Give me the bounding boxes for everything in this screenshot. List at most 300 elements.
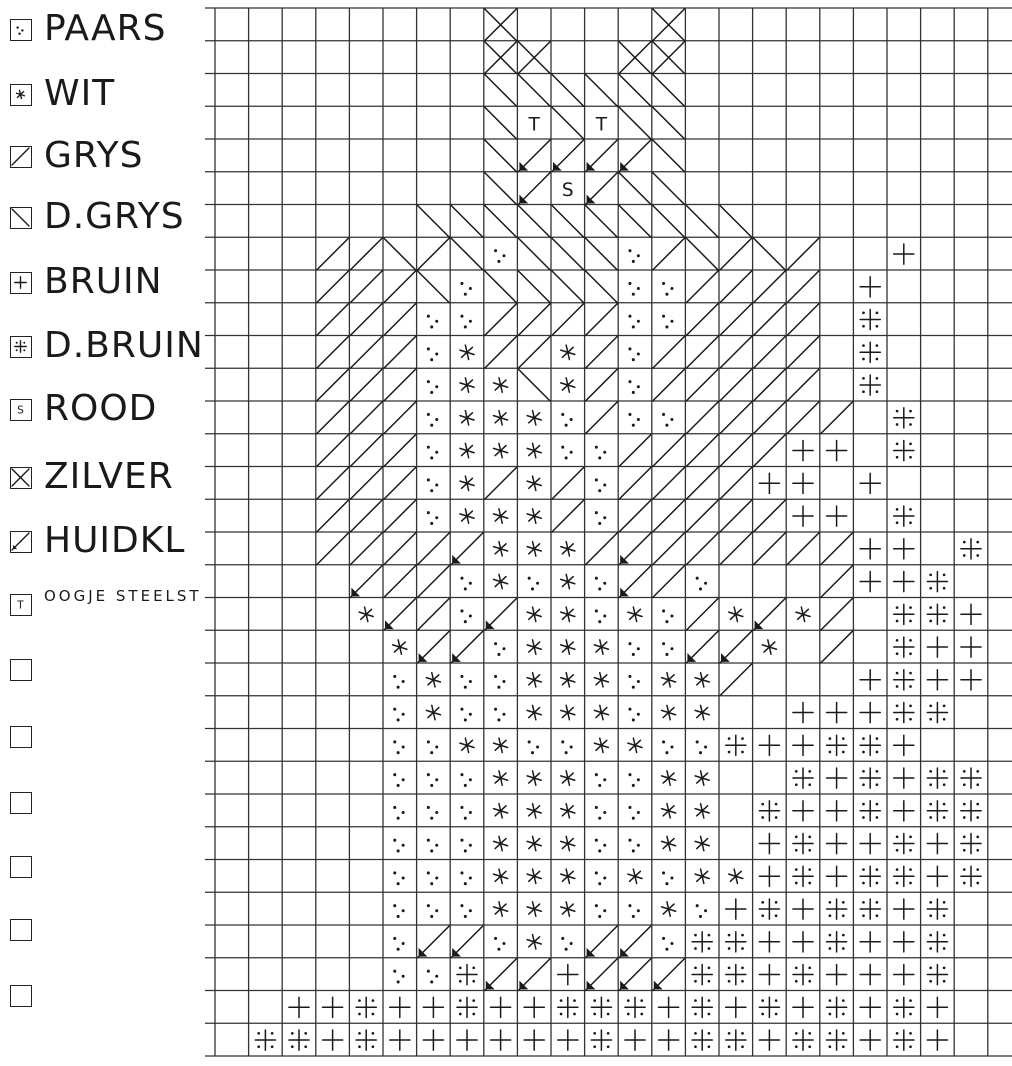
pattern-cell	[793, 997, 813, 1017]
pattern-cell	[591, 997, 611, 1017]
pattern-cell	[686, 468, 718, 500]
pattern-cell	[894, 866, 914, 886]
pattern-cell	[350, 500, 382, 532]
pattern-cell	[686, 238, 718, 270]
pattern-cell	[619, 206, 651, 238]
pattern-cell	[860, 997, 880, 1017]
pattern-cell	[754, 402, 786, 434]
pattern-cell	[561, 673, 575, 687]
pattern-cell	[754, 369, 786, 401]
pattern-cell	[317, 238, 349, 270]
pattern-cell	[860, 768, 880, 788]
pattern-cell	[787, 304, 819, 336]
pattern-cell	[793, 1030, 813, 1050]
pattern-cell	[485, 42, 517, 74]
pattern-cell	[494, 574, 508, 588]
pattern-cell	[552, 468, 584, 500]
pattern-cell	[662, 609, 673, 623]
pattern-cell	[628, 607, 642, 621]
pattern-cell	[527, 902, 541, 916]
legend-label: GRYS	[44, 135, 144, 176]
pattern-cell	[457, 997, 477, 1017]
pattern-cell	[860, 309, 880, 329]
pattern-cell	[317, 468, 349, 500]
pattern-cell	[628, 380, 639, 394]
pattern-cell	[418, 271, 450, 303]
pattern-cell	[491, 1030, 511, 1050]
pattern-cell	[393, 806, 404, 820]
pattern-cell	[561, 574, 575, 588]
pattern-cell	[662, 315, 673, 329]
pattern-cell	[427, 904, 438, 918]
pattern-cell	[518, 173, 550, 205]
pattern-cell	[485, 107, 517, 139]
pattern-cell	[894, 702, 914, 722]
legend-label: ZILVER	[44, 456, 174, 497]
pattern-cell	[427, 740, 438, 754]
pattern-cell	[961, 539, 981, 559]
pattern-cell	[595, 511, 606, 525]
pattern-cell	[720, 402, 752, 434]
pattern-cell	[628, 282, 639, 296]
pattern-cell	[686, 631, 718, 663]
pattern-cell	[927, 670, 947, 690]
pattern-cell	[384, 468, 416, 500]
pattern-cell	[653, 173, 685, 205]
svg-text:S: S	[17, 404, 24, 417]
pattern-cell	[894, 801, 914, 821]
pattern-cell	[686, 304, 718, 336]
pattern-cell	[696, 740, 707, 754]
pattern-cell	[628, 249, 639, 263]
pattern-cell	[653, 435, 685, 467]
pattern-cell	[619, 107, 651, 139]
pattern-cell	[427, 806, 438, 820]
pattern-cell	[961, 866, 981, 886]
pattern-cell	[894, 637, 914, 657]
pattern-cell	[894, 244, 914, 264]
svg-text:T: T	[17, 599, 24, 612]
legend-label: HUIDKL	[44, 520, 186, 561]
pattern-cell	[628, 904, 639, 918]
pattern-cell	[552, 140, 584, 172]
pattern-cell	[561, 771, 575, 785]
pattern-cell	[527, 443, 541, 457]
pattern-cell	[653, 140, 685, 172]
pattern-cell	[561, 345, 575, 359]
pattern-cell	[485, 75, 517, 107]
pattern-cell	[561, 705, 575, 719]
pattern-cell	[662, 705, 676, 719]
pattern-cell	[762, 640, 776, 654]
pattern-cell	[594, 738, 608, 752]
legend-label: BRUIN	[44, 261, 163, 302]
pattern-cell	[628, 675, 639, 689]
pattern-cell	[594, 640, 608, 654]
pattern-cell	[350, 566, 382, 598]
pattern-cell	[653, 206, 685, 238]
pattern-cell	[451, 238, 483, 270]
pattern-cell	[927, 1030, 947, 1050]
pattern-cell	[460, 675, 471, 689]
pattern-cell	[317, 369, 349, 401]
pattern-cell	[494, 642, 505, 656]
pattern-cell	[726, 997, 746, 1017]
pattern-cell	[393, 773, 404, 787]
pattern-cell	[350, 337, 382, 369]
pattern-cell	[754, 304, 786, 336]
pattern-cell	[720, 304, 752, 336]
pattern-cell	[561, 869, 575, 883]
pattern-cell	[720, 664, 752, 696]
pattern-cell	[460, 806, 471, 820]
pattern-cell	[586, 173, 618, 205]
pattern-cell	[894, 604, 914, 624]
pattern-cell	[323, 997, 343, 1017]
pattern-cell	[827, 866, 847, 886]
pattern-cell	[494, 509, 508, 523]
pattern-cell	[485, 140, 517, 172]
pattern-cell	[586, 75, 618, 107]
pattern-cell	[860, 866, 880, 886]
pattern-cell	[720, 435, 752, 467]
pattern-cell	[793, 473, 813, 493]
pattern-cell	[720, 468, 752, 500]
pattern-cell	[662, 871, 673, 885]
legend-label: D.BRUIN	[44, 325, 204, 366]
pattern-cell	[796, 607, 810, 621]
pattern-cell	[720, 238, 752, 270]
pattern-cell	[821, 599, 853, 631]
pattern-cell	[427, 446, 438, 460]
pattern-cell	[494, 869, 508, 883]
pattern-cell	[759, 932, 779, 952]
pattern-cell	[619, 75, 651, 107]
pattern-cell	[695, 673, 709, 687]
pattern-cell	[827, 702, 847, 722]
pattern-cell	[418, 566, 450, 598]
pattern-cell	[754, 337, 786, 369]
pattern-cell	[787, 271, 819, 303]
pattern-cell	[860, 735, 880, 755]
pattern-cell	[460, 738, 474, 752]
pattern-cell	[894, 964, 914, 984]
pattern-cell	[460, 773, 471, 787]
pattern-cell	[552, 500, 584, 532]
pattern-cell	[595, 773, 606, 787]
legend-label: WIT	[44, 73, 116, 114]
pattern-cell	[787, 337, 819, 369]
pattern-cell	[485, 959, 517, 991]
pattern-cell	[527, 771, 541, 785]
pattern-cell	[494, 249, 505, 263]
pattern-cell	[426, 673, 440, 687]
pattern-cell	[524, 1030, 544, 1050]
pattern-cell	[686, 435, 718, 467]
pattern-cell	[595, 609, 606, 623]
pattern-cell	[423, 1030, 443, 1050]
pattern-cell	[552, 107, 584, 139]
pattern-cell	[317, 435, 349, 467]
pattern-cell	[653, 468, 685, 500]
pattern-cell	[619, 468, 651, 500]
pattern-cell	[518, 140, 550, 172]
pattern-cell	[619, 533, 651, 565]
pattern-cell	[894, 670, 914, 690]
pattern-cell	[586, 140, 618, 172]
pattern-cell	[384, 566, 416, 598]
pattern-cell	[586, 959, 618, 991]
pattern-cell	[527, 542, 541, 556]
pattern-cell	[793, 702, 813, 722]
pattern-cell	[961, 833, 981, 853]
pattern-cell	[754, 238, 786, 270]
pattern-cell	[686, 599, 718, 631]
pattern-cell	[491, 997, 511, 1017]
pattern-cell	[427, 511, 438, 525]
pattern-cell	[356, 997, 376, 1017]
pattern-cell	[518, 959, 550, 991]
pattern-cell	[619, 926, 651, 958]
pattern-cell	[628, 413, 639, 427]
pattern-cell	[418, 238, 450, 270]
pattern-cell	[759, 735, 779, 755]
pattern-cell	[390, 1030, 410, 1050]
pattern-cell	[653, 238, 685, 270]
pattern-cell	[821, 402, 853, 434]
pattern-cell	[695, 836, 709, 850]
pattern-cell	[494, 378, 508, 392]
pattern-cell	[393, 740, 404, 754]
pattern-cell	[255, 1030, 275, 1050]
pattern-cell	[894, 440, 914, 460]
pattern-cell	[961, 637, 981, 657]
pattern-cell	[662, 673, 676, 687]
pattern-cell	[720, 369, 752, 401]
pattern-cell	[720, 631, 752, 663]
pattern-cell	[317, 337, 349, 369]
pattern-cell	[628, 347, 639, 361]
pattern-cell	[418, 631, 450, 663]
pattern-cell	[586, 206, 618, 238]
pattern-cell	[384, 238, 416, 270]
pattern-cell	[860, 899, 880, 919]
pattern-cell	[528, 740, 539, 754]
pattern-cell	[860, 473, 880, 493]
pattern-cell	[595, 577, 606, 591]
pattern-cell	[518, 42, 550, 74]
pattern-cell	[350, 533, 382, 565]
pattern-cell	[460, 378, 474, 392]
pattern-cell	[527, 411, 541, 425]
pattern-cell	[451, 206, 483, 238]
pattern-cell	[726, 735, 746, 755]
pattern-cell	[561, 836, 575, 850]
pattern-cell	[494, 708, 505, 722]
pattern-cell	[927, 899, 947, 919]
pattern-cell	[350, 304, 382, 336]
pattern-cell	[289, 1030, 309, 1050]
pattern-cell	[793, 932, 813, 952]
pattern-cell	[720, 337, 752, 369]
pattern-cell	[384, 271, 416, 303]
pattern-cell	[860, 833, 880, 853]
pattern-cell	[558, 964, 578, 984]
pattern-cell	[427, 839, 438, 853]
pattern-cell	[628, 806, 639, 820]
pattern-cell	[662, 642, 673, 656]
pattern-cell	[317, 271, 349, 303]
pattern-cell	[457, 964, 477, 984]
pattern-cell	[961, 604, 981, 624]
pattern-cell	[619, 500, 651, 532]
pattern-cell	[628, 315, 639, 329]
pattern-cell	[527, 509, 541, 523]
pattern-cell	[827, 932, 847, 952]
pattern-cell	[460, 839, 471, 853]
pattern-cell	[793, 506, 813, 526]
pattern-cell	[793, 899, 813, 919]
pattern-cell	[594, 673, 608, 687]
pattern-cell	[494, 675, 505, 689]
pattern-cell	[418, 533, 450, 565]
pattern-cell	[427, 773, 438, 787]
pattern-cell	[494, 937, 505, 951]
legend-label: ROOD	[44, 388, 158, 429]
pattern-cell	[619, 173, 651, 205]
svg-text:T: T	[595, 114, 608, 136]
pattern-cell	[485, 337, 517, 369]
pattern-cell	[460, 443, 474, 457]
pattern-cell	[793, 833, 813, 853]
pattern-cell	[384, 500, 416, 532]
pattern-cell	[552, 206, 584, 238]
pattern-cell	[426, 705, 440, 719]
pattern-cell	[619, 566, 651, 598]
pattern-cell	[591, 1030, 611, 1050]
pattern-cell	[653, 9, 685, 41]
pattern-cell	[628, 869, 642, 883]
pattern-cell	[894, 571, 914, 591]
pattern-cell	[793, 768, 813, 788]
pattern-cell	[595, 114, 608, 135]
pattern-cell	[686, 206, 718, 238]
pattern-cell	[561, 446, 572, 460]
pattern-cell	[793, 440, 813, 460]
pattern-cell	[860, 375, 880, 395]
pattern-cell	[527, 640, 541, 654]
pattern-cell	[586, 304, 618, 336]
pattern-cell	[457, 1030, 477, 1050]
pattern-cell	[485, 468, 517, 500]
pattern-cell	[787, 402, 819, 434]
pattern-cell	[528, 577, 539, 591]
pattern-cell	[561, 937, 572, 951]
pattern-cell	[393, 904, 404, 918]
svg-text:T: T	[528, 114, 540, 136]
pattern-cell	[350, 435, 382, 467]
pattern-cell	[653, 959, 685, 991]
pattern-cell	[350, 402, 382, 434]
pattern-cell	[418, 206, 450, 238]
pattern-cell	[317, 500, 349, 532]
pattern-cell	[561, 902, 575, 916]
pattern-cell	[628, 839, 639, 853]
pattern-cell	[860, 702, 880, 722]
pattern-cell	[686, 337, 718, 369]
pattern-cell	[695, 804, 709, 818]
pattern-cell	[686, 271, 718, 303]
pattern-cell	[427, 315, 438, 329]
pattern-cell	[558, 997, 578, 1017]
pattern-cell	[561, 740, 572, 754]
pattern-cell	[754, 435, 786, 467]
pattern-cell	[317, 533, 349, 565]
pattern-cell	[494, 902, 508, 916]
pattern-cell	[552, 304, 584, 336]
pattern-cell	[595, 904, 606, 918]
pattern-cell	[759, 964, 779, 984]
pattern-cell	[860, 670, 880, 690]
pattern-cell	[793, 735, 813, 755]
pattern-cell	[793, 964, 813, 984]
pattern-cell	[451, 926, 483, 958]
pattern-cell	[860, 277, 880, 297]
pattern-cell	[561, 413, 572, 427]
pattern-cell	[894, 1030, 914, 1050]
pattern-cell	[384, 337, 416, 369]
pattern-cell	[860, 932, 880, 952]
pattern-cell	[860, 539, 880, 559]
pattern-cell	[552, 75, 584, 107]
pattern-cell	[827, 735, 847, 755]
pattern-cell	[359, 607, 373, 621]
pattern-cell	[726, 1030, 746, 1050]
pattern-cell	[460, 609, 471, 623]
pattern-cell	[393, 839, 404, 853]
pattern-cell	[494, 771, 508, 785]
pattern-cell	[460, 411, 474, 425]
pattern-cell	[628, 642, 639, 656]
pattern-cell	[494, 836, 508, 850]
pattern-cell	[860, 342, 880, 362]
pattern-cell	[586, 238, 618, 270]
pattern-cell	[827, 440, 847, 460]
pattern-cell	[759, 473, 779, 493]
pattern-cell	[754, 533, 786, 565]
pattern-cell	[451, 533, 483, 565]
pattern-cell	[653, 42, 685, 74]
pattern-cell	[662, 804, 676, 818]
pattern-cell	[527, 869, 541, 883]
pattern-cell	[927, 997, 947, 1017]
pattern-cell	[384, 369, 416, 401]
pattern-cell	[860, 964, 880, 984]
pattern-cell	[662, 836, 676, 850]
pattern-cell	[894, 997, 914, 1017]
pattern-cell	[393, 708, 404, 722]
pattern-cell	[628, 708, 639, 722]
pattern-cell	[653, 566, 685, 598]
pattern-cell	[561, 640, 575, 654]
pattern-cell	[754, 271, 786, 303]
pattern-cell	[927, 571, 947, 591]
pattern-cell	[595, 446, 606, 460]
pattern-cell	[827, 833, 847, 853]
pattern-cell	[323, 1030, 343, 1050]
pattern-cell	[586, 533, 618, 565]
pattern-cell	[460, 871, 471, 885]
